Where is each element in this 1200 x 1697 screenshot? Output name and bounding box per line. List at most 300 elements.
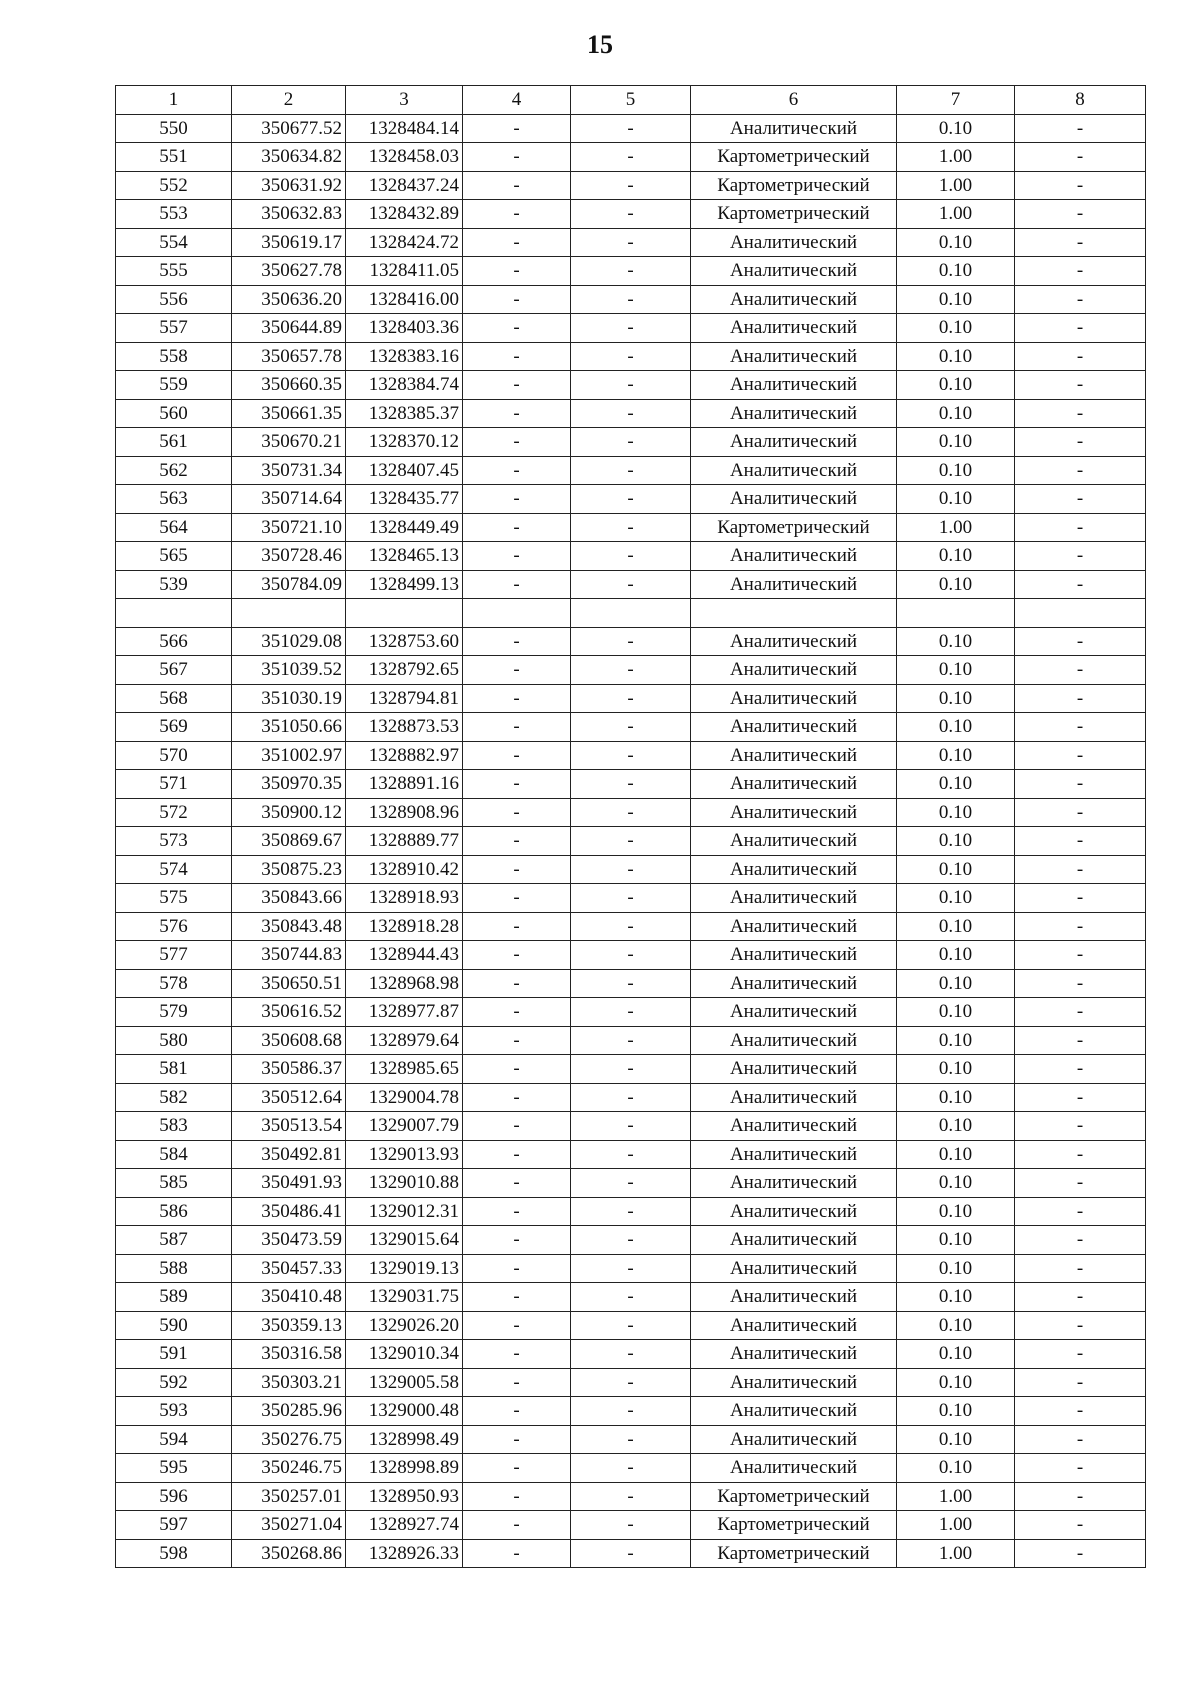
table-cell: - [1015, 741, 1146, 770]
table-cell: 564 [116, 513, 232, 542]
table-cell: Аналитический [691, 884, 897, 913]
table-cell: Аналитический [691, 770, 897, 799]
table-cell: Аналитический [691, 1368, 897, 1397]
table-cell: 570 [116, 741, 232, 770]
table-cell: 1328794.81 [346, 684, 463, 713]
table-cell: 350670.21 [232, 428, 346, 457]
coordinates-table [115, 85, 1146, 1568]
table-cell: - [1015, 1026, 1146, 1055]
table-cell: - [571, 1454, 691, 1483]
table-cell: 1328792.65 [346, 656, 463, 685]
table-cell: 1329010.34 [346, 1340, 463, 1369]
table-cell: 350316.58 [232, 1340, 346, 1369]
table-cell: Картометрический [691, 200, 897, 229]
table-cell: - [463, 1340, 571, 1369]
table-cell: 1328465.13 [346, 542, 463, 571]
table-row [116, 570, 1146, 599]
table-cell: - [1015, 143, 1146, 172]
table-cell: - [571, 257, 691, 286]
table-cell: Аналитический [691, 941, 897, 970]
table-cell: - [1015, 1539, 1146, 1568]
table-cell: - [571, 285, 691, 314]
table-cell: 1329013.93 [346, 1140, 463, 1169]
table-cell: Аналитический [691, 1425, 897, 1454]
table-cell: - [571, 428, 691, 457]
table-cell: - [463, 1112, 571, 1141]
table-cell: Аналитический [691, 1169, 897, 1198]
table-cell: 0.10 [897, 371, 1015, 400]
table-cell: 0.10 [897, 228, 1015, 257]
table-cell: Аналитический [691, 1026, 897, 1055]
table-cell: 1.00 [897, 1539, 1015, 1568]
table-cell: 583 [116, 1112, 232, 1141]
table-cell: Аналитический [691, 1311, 897, 1340]
table-row [116, 1482, 1146, 1511]
table-cell: 0.10 [897, 1026, 1015, 1055]
column-header: 3 [346, 86, 463, 115]
table-cell: 1328998.49 [346, 1425, 463, 1454]
table-cell: Аналитический [691, 114, 897, 143]
table-cell: 584 [116, 1140, 232, 1169]
table-cell: 350660.35 [232, 371, 346, 400]
table-cell: 1328416.00 [346, 285, 463, 314]
table-cell: 593 [116, 1397, 232, 1426]
table-cell: 1.00 [897, 1511, 1015, 1540]
table-row [116, 1254, 1146, 1283]
table-cell: - [571, 1368, 691, 1397]
column-header: 2 [232, 86, 346, 115]
table-cell: Аналитический [691, 228, 897, 257]
table-cell: 1328385.37 [346, 399, 463, 428]
table-cell: - [463, 1511, 571, 1540]
table-cell: - [1015, 257, 1146, 286]
table-cell: - [1015, 1454, 1146, 1483]
table-cell: - [571, 1055, 691, 1084]
table-cell: 0.10 [897, 428, 1015, 457]
table-cell: - [1015, 713, 1146, 742]
column-header: 4 [463, 86, 571, 115]
table-cell: 587 [116, 1226, 232, 1255]
table-cell: - [1015, 912, 1146, 941]
table-cell: 0.10 [897, 342, 1015, 371]
table-cell: 566 [116, 627, 232, 656]
table-row [116, 342, 1146, 371]
column-header: 5 [571, 86, 691, 115]
table-row [116, 998, 1146, 1027]
table-cell: 592 [116, 1368, 232, 1397]
table-cell: - [463, 200, 571, 229]
table-cell: 590 [116, 1311, 232, 1340]
table-cell: - [1015, 456, 1146, 485]
table-row [116, 656, 1146, 685]
table-cell: 595 [116, 1454, 232, 1483]
table-cell: 1.00 [897, 1482, 1015, 1511]
table-cell: 0.10 [897, 912, 1015, 941]
table-cell: - [1015, 428, 1146, 457]
table-cell: - [1015, 884, 1146, 913]
table-cell: 1328926.33 [346, 1539, 463, 1568]
table-row [116, 770, 1146, 799]
table-cell: 0.10 [897, 1254, 1015, 1283]
table-cell: - [571, 1425, 691, 1454]
table-cell: 551 [116, 143, 232, 172]
table-cell: Аналитический [691, 684, 897, 713]
table-cell: 1328873.53 [346, 713, 463, 742]
table-cell: Аналитический [691, 1112, 897, 1141]
table-cell: - [1015, 1112, 1146, 1141]
table-cell: 598 [116, 1539, 232, 1568]
table-cell: 1.00 [897, 513, 1015, 542]
table-cell: 1328968.98 [346, 969, 463, 998]
table-cell: 350744.83 [232, 941, 346, 970]
table-cell: - [463, 741, 571, 770]
table-cell: - [463, 713, 571, 742]
table-cell: - [463, 171, 571, 200]
table-cell: 350492.81 [232, 1140, 346, 1169]
table-cell: 0.10 [897, 542, 1015, 571]
table-cell: 589 [116, 1283, 232, 1312]
table-cell: 350657.78 [232, 342, 346, 371]
table-cell: 350359.13 [232, 1311, 346, 1340]
table-row [116, 798, 1146, 827]
table-cell: Аналитический [691, 456, 897, 485]
table-cell: 586 [116, 1197, 232, 1226]
table-row [116, 1283, 1146, 1312]
table-cell: - [1015, 1055, 1146, 1084]
table-cell: - [1015, 513, 1146, 542]
table-cell: - [571, 1283, 691, 1312]
table-cell: - [1015, 1311, 1146, 1340]
table-cell: - [571, 371, 691, 400]
table-cell: - [571, 1226, 691, 1255]
table-cell: - [463, 1197, 571, 1226]
table-cell: 0.10 [897, 1226, 1015, 1255]
table-row [116, 1539, 1146, 1568]
table-cell: - [1015, 941, 1146, 970]
table-cell: - [571, 542, 691, 571]
table-cell: Аналитический [691, 371, 897, 400]
table-cell: - [1015, 1511, 1146, 1540]
table-row [116, 428, 1146, 457]
table-cell: 568 [116, 684, 232, 713]
table-cell: Аналитический [691, 969, 897, 998]
table-cell: Картометрический [691, 171, 897, 200]
table-cell: Аналитический [691, 257, 897, 286]
table-cell: 350271.04 [232, 1511, 346, 1540]
table-row [116, 485, 1146, 514]
table-cell: - [463, 456, 571, 485]
table-cell: - [463, 1311, 571, 1340]
table-cell: Аналитический [691, 741, 897, 770]
table-cell: 1328977.87 [346, 998, 463, 1027]
table-cell: 0.10 [897, 399, 1015, 428]
table-cell: 1328403.36 [346, 314, 463, 343]
table-cell: - [463, 371, 571, 400]
table-cell: 350869.67 [232, 827, 346, 856]
table-cell: 579 [116, 998, 232, 1027]
table-cell: - [463, 827, 571, 856]
table-cell: 350608.68 [232, 1026, 346, 1055]
table-cell [463, 599, 571, 628]
table-cell: Аналитический [691, 713, 897, 742]
table-cell: - [1015, 542, 1146, 571]
table-cell: 350631.92 [232, 171, 346, 200]
table-cell: 0.10 [897, 1055, 1015, 1084]
table-cell: Картометрический [691, 1511, 897, 1540]
table-row [116, 513, 1146, 542]
table-cell: 575 [116, 884, 232, 913]
table-cell: 350268.86 [232, 1539, 346, 1568]
table-cell: Аналитический [691, 1197, 897, 1226]
table-cell: 0.10 [897, 285, 1015, 314]
table-cell: 597 [116, 1511, 232, 1540]
table-cell: - [1015, 399, 1146, 428]
table-cell: - [1015, 228, 1146, 257]
table-cell: 350586.37 [232, 1055, 346, 1084]
table-cell: - [463, 285, 571, 314]
table-cell: 1329015.64 [346, 1226, 463, 1255]
table-cell: - [463, 143, 571, 172]
table-cell: - [463, 798, 571, 827]
table-cell: - [1015, 1169, 1146, 1198]
table-cell: Картометрический [691, 143, 897, 172]
table-row-blank [116, 599, 1146, 628]
table-cell: 1329031.75 [346, 1283, 463, 1312]
table-cell: - [571, 1311, 691, 1340]
table-cell: - [463, 1425, 571, 1454]
table-row [116, 1311, 1146, 1340]
table-cell: 581 [116, 1055, 232, 1084]
table-cell: 1328979.64 [346, 1026, 463, 1055]
table-cell: - [463, 884, 571, 913]
table-cell: 0.10 [897, 1397, 1015, 1426]
table-cell: Аналитический [691, 627, 897, 656]
table-cell: - [463, 570, 571, 599]
table-cell: - [1015, 627, 1146, 656]
table-cell: - [571, 1197, 691, 1226]
table-cell: 0.10 [897, 485, 1015, 514]
table-cell: - [1015, 1226, 1146, 1255]
table-cell: - [1015, 770, 1146, 799]
table-cell: 0.10 [897, 798, 1015, 827]
table-cell: - [571, 684, 691, 713]
table-cell: 1329005.58 [346, 1368, 463, 1397]
table-row [116, 399, 1146, 428]
table-cell: Аналитический [691, 1055, 897, 1084]
table-cell: - [1015, 570, 1146, 599]
table-cell: - [571, 1169, 691, 1198]
table-cell: 1328918.28 [346, 912, 463, 941]
table-cell: 0.10 [897, 456, 1015, 485]
table-cell: 1328882.97 [346, 741, 463, 770]
table-cell: - [1015, 342, 1146, 371]
table-cell: 572 [116, 798, 232, 827]
table-row [116, 627, 1146, 656]
table-cell: - [1015, 684, 1146, 713]
table-cell: 0.10 [897, 570, 1015, 599]
table-row [116, 684, 1146, 713]
table-cell: - [1015, 1482, 1146, 1511]
table-cell: 1328985.65 [346, 1055, 463, 1084]
table-cell: 0.10 [897, 827, 1015, 856]
table-row [116, 1454, 1146, 1483]
table-cell: 594 [116, 1425, 232, 1454]
table-cell: - [571, 200, 691, 229]
table-cell: Аналитический [691, 570, 897, 599]
table-cell: Картометрический [691, 1482, 897, 1511]
table-cell: - [463, 855, 571, 884]
table-cell: 580 [116, 1026, 232, 1055]
table-cell: - [463, 1140, 571, 1169]
table-cell: - [571, 1140, 691, 1169]
table-cell: - [571, 1026, 691, 1055]
table-cell: - [463, 912, 571, 941]
table-cell: Аналитический [691, 285, 897, 314]
table-row [116, 285, 1146, 314]
table-cell: 1328458.03 [346, 143, 463, 172]
table-row [116, 1026, 1146, 1055]
table-cell: 569 [116, 713, 232, 742]
table-cell: 0.10 [897, 1112, 1015, 1141]
table-cell: 0.10 [897, 1368, 1015, 1397]
table-cell: 350721.10 [232, 513, 346, 542]
table-cell: - [463, 542, 571, 571]
table-cell: 0.10 [897, 1283, 1015, 1312]
table-cell: - [571, 713, 691, 742]
table-cell: - [463, 1482, 571, 1511]
table-row [116, 1112, 1146, 1141]
table-cell: - [463, 228, 571, 257]
table-cell: - [463, 1454, 571, 1483]
table-cell: Картометрический [691, 513, 897, 542]
table-cell: 0.10 [897, 998, 1015, 1027]
table-cell: 350728.46 [232, 542, 346, 571]
table-row [116, 941, 1146, 970]
table-cell: Аналитический [691, 855, 897, 884]
table-cell: 1328370.12 [346, 428, 463, 457]
table-row [116, 1140, 1146, 1169]
table-cell: 585 [116, 1169, 232, 1198]
table-row [116, 969, 1146, 998]
table-cell: 351002.97 [232, 741, 346, 770]
table-cell: - [571, 570, 691, 599]
table-row [116, 314, 1146, 343]
table-cell: - [1015, 998, 1146, 1027]
table-cell: 1328384.74 [346, 371, 463, 400]
table-cell: - [1015, 1425, 1146, 1454]
table-cell: Аналитический [691, 1397, 897, 1426]
table-row [116, 855, 1146, 884]
table-cell: 1.00 [897, 143, 1015, 172]
table-cell [1015, 599, 1146, 628]
table-cell: Аналитический [691, 1140, 897, 1169]
table-cell: - [463, 257, 571, 286]
table-cell: Аналитический [691, 1340, 897, 1369]
table-cell: 552 [116, 171, 232, 200]
table-cell: 350285.96 [232, 1397, 346, 1426]
table-cell: - [1015, 1140, 1146, 1169]
table-cell: 556 [116, 285, 232, 314]
table-cell: - [463, 513, 571, 542]
table-cell: - [463, 399, 571, 428]
table-cell: - [463, 941, 571, 970]
table-cell: - [463, 770, 571, 799]
table-cell: - [1015, 855, 1146, 884]
table-cell: Аналитический [691, 1083, 897, 1112]
table-cell: 567 [116, 656, 232, 685]
table-cell: 350644.89 [232, 314, 346, 343]
table-cell: - [463, 1055, 571, 1084]
table-row [116, 1197, 1146, 1226]
table-cell: 350900.12 [232, 798, 346, 827]
table-cell: 1328432.89 [346, 200, 463, 229]
table-cell: 1328998.89 [346, 1454, 463, 1483]
table-cell: 350650.51 [232, 969, 346, 998]
table-cell: 1328889.77 [346, 827, 463, 856]
table-cell: - [463, 1083, 571, 1112]
table-cell: 1329010.88 [346, 1169, 463, 1198]
table-cell: 350276.75 [232, 1425, 346, 1454]
table-cell: 0.10 [897, 627, 1015, 656]
table-cell: Аналитический [691, 912, 897, 941]
table-cell: 0.10 [897, 741, 1015, 770]
table-cell: - [463, 1283, 571, 1312]
table-cell: 1328435.77 [346, 485, 463, 514]
table-cell: 0.10 [897, 1425, 1015, 1454]
table-cell [691, 599, 897, 628]
table-cell: - [571, 485, 691, 514]
table-cell: 350473.59 [232, 1226, 346, 1255]
table-cell: 0.10 [897, 1311, 1015, 1340]
table-cell: - [1015, 114, 1146, 143]
table-cell: Аналитический [691, 1283, 897, 1312]
table-row [116, 884, 1146, 913]
table-cell: 350784.09 [232, 570, 346, 599]
table-cell [897, 599, 1015, 628]
table-row [116, 912, 1146, 941]
table-cell: - [1015, 171, 1146, 200]
table-cell: 0.10 [897, 713, 1015, 742]
table-row [116, 542, 1146, 571]
table-cell: - [1015, 200, 1146, 229]
table-cell: - [463, 1397, 571, 1426]
table-cell: 350714.64 [232, 485, 346, 514]
table-cell: - [463, 1539, 571, 1568]
table-cell: - [1015, 798, 1146, 827]
table-row [116, 143, 1146, 172]
table-cell: 350512.64 [232, 1083, 346, 1112]
table-cell: 1329000.48 [346, 1397, 463, 1426]
table-cell: 350875.23 [232, 855, 346, 884]
table-row [116, 1397, 1146, 1426]
table-cell: 1328383.16 [346, 342, 463, 371]
table-cell: 560 [116, 399, 232, 428]
table-cell: 350632.83 [232, 200, 346, 229]
table-cell: 1328407.45 [346, 456, 463, 485]
table-cell: 1328449.49 [346, 513, 463, 542]
table-cell: Аналитический [691, 998, 897, 1027]
table-cell: 1328424.72 [346, 228, 463, 257]
table-cell: Аналитический [691, 1254, 897, 1283]
table-cell: Аналитический [691, 342, 897, 371]
table-cell: 0.10 [897, 257, 1015, 286]
table-cell: 0.10 [897, 314, 1015, 343]
table-cell: - [571, 741, 691, 770]
table-cell: Аналитический [691, 798, 897, 827]
table-cell: 596 [116, 1482, 232, 1511]
table-cell: - [463, 1368, 571, 1397]
table-cell: - [571, 399, 691, 428]
